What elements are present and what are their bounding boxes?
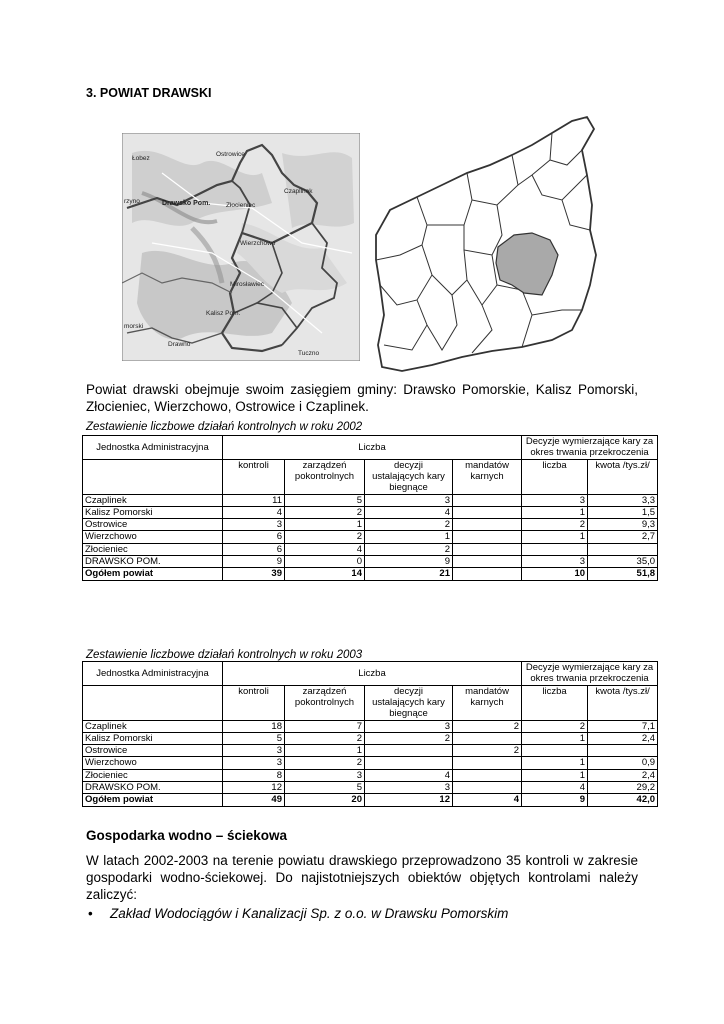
liczba-value: 3 <box>522 556 588 568</box>
map-label: morski <box>124 323 144 330</box>
map-label: Mirosławiec <box>230 281 264 288</box>
mandatow-value <box>453 782 522 794</box>
unit-name: Złocieniec <box>83 543 223 555</box>
zarzadzen-value: 2 <box>285 732 365 744</box>
table-row <box>83 720 658 732</box>
kontroli-value: 4 <box>223 506 285 518</box>
table-row <box>83 494 658 506</box>
kontroli-value: 3 <box>223 519 285 531</box>
total-row <box>83 794 658 806</box>
table-row <box>83 543 658 555</box>
mandatow-value <box>453 543 522 555</box>
decyzji-value: 2 <box>365 732 453 744</box>
header-decyzji: decyzji ustalających kary biegnące <box>365 459 453 494</box>
header-mandatow: mandatów karnych <box>453 459 522 494</box>
mandatow-value: 2 <box>453 720 522 732</box>
decyzji-value <box>365 745 453 757</box>
liczba-value <box>522 543 588 555</box>
liczba-value: 3 <box>522 494 588 506</box>
kontroli-value: 5 <box>223 732 285 744</box>
total-row <box>83 568 658 580</box>
map-label: Ostrowice <box>216 151 245 158</box>
table-row <box>83 531 658 543</box>
kontroli-value: 6 <box>223 543 285 555</box>
total-kwota: 51,8 <box>588 568 658 580</box>
liczba-value: 1 <box>522 531 588 543</box>
header-unit-blank <box>83 459 223 494</box>
total-mandatow: 4 <box>453 794 522 806</box>
kontroli-value: 12 <box>223 782 285 794</box>
table-row <box>83 506 658 518</box>
mandatow-value <box>453 494 522 506</box>
header-unit-blank <box>83 685 223 720</box>
unit-name: Ostrowice <box>83 745 223 757</box>
unit-name: Kalisz Pomorski <box>83 732 223 744</box>
decyzji-value: 4 <box>365 769 453 781</box>
header-liczba: Liczba <box>223 436 522 460</box>
header-unit: Jednostka Administracyjna <box>83 436 223 460</box>
table-row <box>83 556 658 568</box>
mandatow-value <box>453 531 522 543</box>
map-label: Drawsko Pom. <box>162 200 211 207</box>
kwota-value: 35,0 <box>588 556 658 568</box>
kontroli-value: 3 <box>223 757 285 769</box>
unit-name: Wierzchowo <box>83 757 223 769</box>
table-2002 <box>82 435 658 581</box>
liczba-value: 1 <box>522 732 588 744</box>
kontroli-value: 9 <box>223 556 285 568</box>
kwota-value: 2,7 <box>588 531 658 543</box>
unit-name: Czaplinek <box>83 720 223 732</box>
unit-name: DRAWSKO POM. <box>83 782 223 794</box>
zarzadzen-value: 2 <box>285 531 365 543</box>
kwota-value: 9,3 <box>588 519 658 531</box>
unit-name: DRAWSKO POM. <box>83 556 223 568</box>
map-label: Złocieniec <box>226 202 256 209</box>
kwota-value: 2,4 <box>588 769 658 781</box>
total-liczba: 10 <box>522 568 588 580</box>
header-zarzadzen: zarządzeń pokontrolnych <box>285 459 365 494</box>
header-decyzje: Decyzje wymierzające kary za okres trwania przekroczenia <box>522 436 658 460</box>
unit-name: Ostrowice <box>83 519 223 531</box>
county-outline-map <box>372 115 612 373</box>
liczba-value: 1 <box>522 757 588 769</box>
table-row <box>83 519 658 531</box>
map-label: Tuczno <box>298 350 320 357</box>
mandatow-value <box>453 556 522 568</box>
kontroli-value: 8 <box>223 769 285 781</box>
decyzji-value: 3 <box>365 720 453 732</box>
liczba-value <box>522 745 588 757</box>
liczba-value: 1 <box>522 769 588 781</box>
map-label: rzyno <box>124 198 140 205</box>
total-mandatow <box>453 568 522 580</box>
decyzji-value: 9 <box>365 556 453 568</box>
header-liczba-sub: liczba <box>522 459 588 494</box>
mandatow-value <box>453 506 522 518</box>
zarzadzen-value: 3 <box>285 769 365 781</box>
table-caption-2003: Zestawienie liczbowe działań kontrolnych w roku 2003 <box>86 649 363 661</box>
mandatow-value <box>453 519 522 531</box>
table-row <box>83 757 658 769</box>
kontroli-value: 6 <box>223 531 285 543</box>
unit-name: Wierzchowo <box>83 531 223 543</box>
mandatow-value <box>453 732 522 744</box>
kwota-value: 3,3 <box>588 494 658 506</box>
unit-name: Czaplinek <box>83 494 223 506</box>
header-kontroli: kontroli <box>223 685 285 720</box>
table-2003 <box>82 661 658 807</box>
kontroli-value: 18 <box>223 720 285 732</box>
liczba-value: 2 <box>522 519 588 531</box>
total-zarzadzen: 14 <box>285 568 365 580</box>
header-kwota: kwota /tys.zł/ <box>588 459 658 494</box>
mandatow-value <box>453 757 522 769</box>
liczba-value: 2 <box>522 720 588 732</box>
total-kwota: 42,0 <box>588 794 658 806</box>
section-heading: 3. POWIAT DRAWSKI <box>86 86 212 100</box>
header-decyzje: Decyzje wymierzające kary za okres trwania przekroczenia <box>522 662 658 686</box>
decyzji-value: 3 <box>365 494 453 506</box>
header-unit: Jednostka Administracyjna <box>83 662 223 686</box>
header-kontroli: kontroli <box>223 459 285 494</box>
unit-name: Złocieniec <box>83 769 223 781</box>
total-kontroli: 39 <box>223 568 285 580</box>
mandatow-value: 2 <box>453 745 522 757</box>
zarzadzen-value: 4 <box>285 543 365 555</box>
table-row <box>83 782 658 794</box>
unit-name: Kalisz Pomorski <box>83 506 223 518</box>
header-kwota: kwota /tys.zł/ <box>588 685 658 720</box>
bullet-icon: • <box>88 906 93 921</box>
zarzadzen-value: 1 <box>285 519 365 531</box>
intro-paragraph: Powiat drawski obejmuje swoim zasięgiem gminy: Drawsko Pomorskie, Kalisz Pomorski, Złocieniec, Wierzchowo, Ostrowice i Czaplinek. <box>86 382 638 414</box>
kwota-value <box>588 745 658 757</box>
zarzadzen-value: 5 <box>285 782 365 794</box>
bullet-text: Zakład Wodociągów i Kanalizacji Sp. z o.o. w Drawsku Pomorskim <box>110 906 509 921</box>
map-label: Kalisz Pom. <box>206 310 241 317</box>
kwota-value: 2,4 <box>588 732 658 744</box>
zarzadzen-value: 5 <box>285 494 365 506</box>
kwota-value: 29,2 <box>588 782 658 794</box>
liczba-value: 4 <box>522 782 588 794</box>
total-liczba: 9 <box>522 794 588 806</box>
total-name: Ogółem powiat <box>83 568 223 580</box>
mandatow-value <box>453 769 522 781</box>
total-kontroli: 49 <box>223 794 285 806</box>
topographic-map <box>122 133 360 361</box>
header-zarzadzen: zarządzeń pokontrolnych <box>285 685 365 720</box>
kwota-value: 1,5 <box>588 506 658 518</box>
table-row <box>83 732 658 744</box>
zarzadzen-value: 2 <box>285 757 365 769</box>
zarzadzen-value: 0 <box>285 556 365 568</box>
map-label: Drawno <box>168 341 191 348</box>
decyzji-value: 2 <box>365 519 453 531</box>
decyzji-value: 3 <box>365 782 453 794</box>
decyzji-value <box>365 757 453 769</box>
total-decyzji: 12 <box>365 794 453 806</box>
decyzji-value: 4 <box>365 506 453 518</box>
zarzadzen-value: 2 <box>285 506 365 518</box>
zarzadzen-value: 7 <box>285 720 365 732</box>
kwota-value: 7,1 <box>588 720 658 732</box>
total-zarzadzen: 20 <box>285 794 365 806</box>
kwota-value: 0,9 <box>588 757 658 769</box>
header-mandatow: mandatów karnych <box>453 685 522 720</box>
decyzji-value: 1 <box>365 531 453 543</box>
kontroli-value: 11 <box>223 494 285 506</box>
header-liczba: Liczba <box>223 662 522 686</box>
total-decyzji: 21 <box>365 568 453 580</box>
liczba-value: 1 <box>522 506 588 518</box>
body-paragraph: W latach 2002-2003 na terenie powiatu drawskiego przeprowadzono 35 kontroli w zakresie gospodarki wodno-ściekowej. Do najistotniejszych obiektów objętych kontrolami należy zaliczyć: <box>86 853 638 902</box>
table-row <box>83 769 658 781</box>
header-liczba-sub: liczba <box>522 685 588 720</box>
kwota-value <box>588 543 658 555</box>
zarzadzen-value: 1 <box>285 745 365 757</box>
table-caption-2002: Zestawienie liczbowe działań kontrolnych w roku 2002 <box>86 421 363 433</box>
map-label: Wierzchowo <box>240 240 276 247</box>
decyzji-value: 2 <box>365 543 453 555</box>
map-label: Czaplinek <box>284 188 313 195</box>
header-decyzji: decyzji ustalających kary biegnące <box>365 685 453 720</box>
section-subheading: Gospodarka wodno – ściekowa <box>86 828 288 843</box>
kontroli-value: 3 <box>223 745 285 757</box>
total-name: Ogółem powiat <box>83 794 223 806</box>
table-row <box>83 745 658 757</box>
map-label: Łobez <box>132 155 150 162</box>
